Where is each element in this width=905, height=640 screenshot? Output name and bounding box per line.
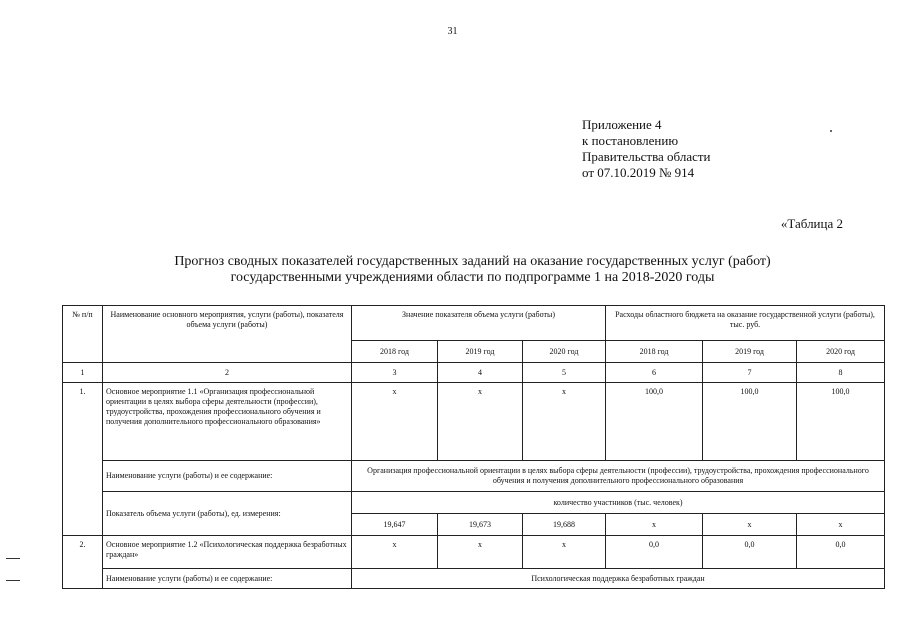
column-number: 8 [797, 363, 885, 383]
column-number: 6 [606, 363, 703, 383]
column-number: 5 [523, 363, 606, 383]
row-num: 1. [63, 383, 103, 536]
indicator-year-value: 19,647 [352, 514, 438, 536]
service-label: Наименование услуги (работы) и ее содержание: [103, 461, 352, 492]
measure-name: Основное мероприятие 1.2 «Психологическая поддержка безработных граждан» [103, 536, 352, 569]
title-line: государственными учреждениями области по подпрограмме 1 на 2018-2020 годы [230, 270, 715, 285]
expense-value: 100,0 [703, 383, 797, 461]
column-number: 4 [438, 363, 523, 383]
header-name: Наименование основного мероприятия, услуги (работы), показателя объема услуги (работы) [103, 306, 352, 363]
column-number: 1 [63, 363, 103, 383]
header-year: 2018 год [352, 341, 438, 363]
indicator-year-value: 19,673 [438, 514, 523, 536]
row-num: 2. [63, 536, 103, 589]
column-number: 3 [352, 363, 438, 383]
volume-value: х [352, 536, 438, 569]
document-title [0, 254, 905, 286]
appendix-line: Правительства области [582, 149, 711, 164]
service-label: Наименование услуги (работы) и ее содержание: [103, 569, 352, 589]
indicator-label: Показатель объема услуги (работы), ед. измерения: [103, 492, 352, 536]
header-year: 2019 год [703, 341, 797, 363]
appendix-line: Приложение 4 [582, 117, 662, 132]
header-year: 2020 год [797, 341, 885, 363]
expense-value: 100,0 [606, 383, 703, 461]
indicator-value: количество участников (тыс. человек) [352, 492, 885, 514]
volume-value: х [523, 536, 606, 569]
expense-value: 0,0 [606, 536, 703, 569]
expense-value: 100,0 [797, 383, 885, 461]
margin-mark [6, 580, 20, 581]
header-year: 2020 год [523, 341, 606, 363]
table-label: «Таблица 2 [780, 216, 843, 231]
measure-name: Основное мероприятие 1.1 «Организация профессиональной ориентации в целях выбора сферы деятельности (профессии), трудоустройства, прохождения профессионального обучения и получения дополнительного профессионального образования» [103, 383, 352, 461]
scan-speck [830, 130, 832, 132]
header-year: 2019 год [438, 341, 523, 363]
title-line: Прогноз сводных показателей государственных заданий на оказание государственных услуг (работ) [174, 254, 771, 269]
column-number: 2 [103, 363, 352, 383]
page-number: 31 [447, 26, 458, 37]
appendix-block [582, 117, 711, 181]
appendix-line: к постановлению [582, 133, 679, 148]
indicator-year-value: х [703, 514, 797, 536]
service-value: Организация профессиональной ориентации в целях выбора сферы деятельности (профессии), трудоустройства, прохождения профессионального обучения и получения дополнительного профессионального образования [352, 461, 885, 492]
indicator-year-value: х [797, 514, 885, 536]
volume-value: х [523, 383, 606, 461]
expense-value: 0,0 [703, 536, 797, 569]
column-number: 7 [703, 363, 797, 383]
volume-value: х [438, 383, 523, 461]
service-value: Психологическая поддержка безработных граждан [352, 569, 885, 589]
indicator-year-value: 19,688 [523, 514, 606, 536]
expense-value: 0,0 [797, 536, 885, 569]
margin-mark [6, 558, 20, 559]
volume-value: х [352, 383, 438, 461]
header-year: 2018 год [606, 341, 703, 363]
header-expense-group: Расходы областного бюджета на оказание государственной услуги (работы), тыс. руб. [606, 306, 885, 341]
indicator-year-value: х [606, 514, 703, 536]
appendix-line: от 07.10.2019 № 914 [582, 165, 695, 180]
volume-value: х [438, 536, 523, 569]
header-num: № п/п [63, 306, 103, 363]
forecast-table [62, 305, 885, 589]
header-volume-group: Значение показателя объема услуги (работы) [352, 306, 606, 341]
